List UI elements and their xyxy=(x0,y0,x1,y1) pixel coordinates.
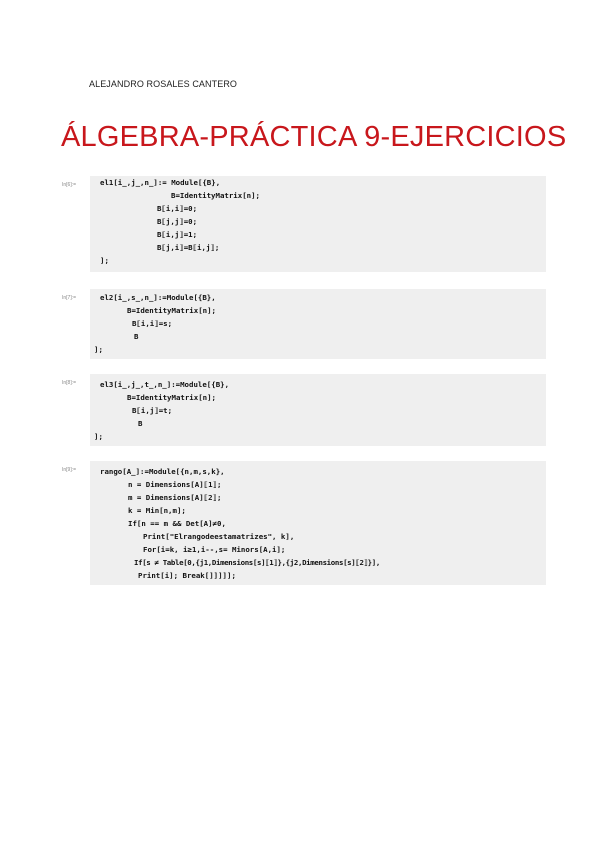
code-line: m = Dimensions[A]⟦2⟧; xyxy=(128,493,222,502)
input-cell-3[interactable] xyxy=(0,374,600,446)
code-line: el2[i_,s_,n_]:=Module[{B}, xyxy=(100,293,216,302)
cell-label: In[6]:= xyxy=(62,182,77,188)
code-line: Print[i]; Break[]]]]]; xyxy=(138,571,236,580)
code-line: If[s ≠ Table[0,{j1,Dimensions[s]⟦1⟧},{j2,Dimensions[s]⟦2⟧}], xyxy=(134,558,380,567)
code-line: Print["Elrangodeestamatrizes", k], xyxy=(143,532,295,541)
cell-label: In[8]:= xyxy=(62,380,77,386)
input-cell-1[interactable] xyxy=(0,176,600,272)
code-box[interactable] xyxy=(90,374,546,446)
cell-label: In[7]:= xyxy=(62,295,77,301)
code-line: B=IdentityMatrix[n]; xyxy=(127,393,216,402)
code-line: B⟦i,j⟧=1; xyxy=(157,230,198,239)
code-line: el3[i_,j_,t_,n_]:=Module[{B}, xyxy=(100,380,230,389)
code-line: B⟦i,i⟧=0; xyxy=(157,204,198,213)
code-box[interactable] xyxy=(90,176,546,272)
code-line: B xyxy=(138,419,143,428)
code-line: B=IdentityMatrix[n]; xyxy=(171,191,260,200)
code-line: ]; xyxy=(94,432,103,441)
code-line: B⟦i,i⟧=s; xyxy=(132,319,173,328)
code-line: If[n == m && Det[A]≠0, xyxy=(128,519,226,528)
code-line: ]; xyxy=(94,345,103,354)
author-name: ALEJANDRO ROSALES CANTERO xyxy=(89,79,238,89)
code-line: k = Min[n,m]; xyxy=(128,506,186,515)
code-line: rango[A_]:=Module[{n,m,s,k}, xyxy=(100,467,225,476)
input-cell-4[interactable] xyxy=(0,461,600,585)
code-line: ]; xyxy=(100,256,109,265)
code-line: B=IdentityMatrix[n]; xyxy=(127,306,216,315)
code-line: B⟦j,j⟧=0; xyxy=(157,217,198,226)
cell-label: In[9]:= xyxy=(62,467,77,473)
code-line: B xyxy=(134,332,139,341)
page-title: ÁLGEBRA-PRÁCTICA 9-EJERCICIOS xyxy=(61,121,567,153)
input-cell-2[interactable] xyxy=(0,289,600,359)
code-line: For[i=k, i≥1,i--,s= Minors[A,i]; xyxy=(143,545,286,554)
code-line: B⟦i,j⟧=t; xyxy=(132,406,173,415)
code-box[interactable] xyxy=(90,461,546,585)
code-box[interactable] xyxy=(90,289,546,359)
code-line: el1[i_,j_,n_]:= Module[{B}, xyxy=(100,178,221,187)
code-line: B⟦j,i⟧=B⟦i,j⟧; xyxy=(157,243,220,252)
code-line: n = Dimensions[A]⟦1⟧; xyxy=(128,480,222,489)
